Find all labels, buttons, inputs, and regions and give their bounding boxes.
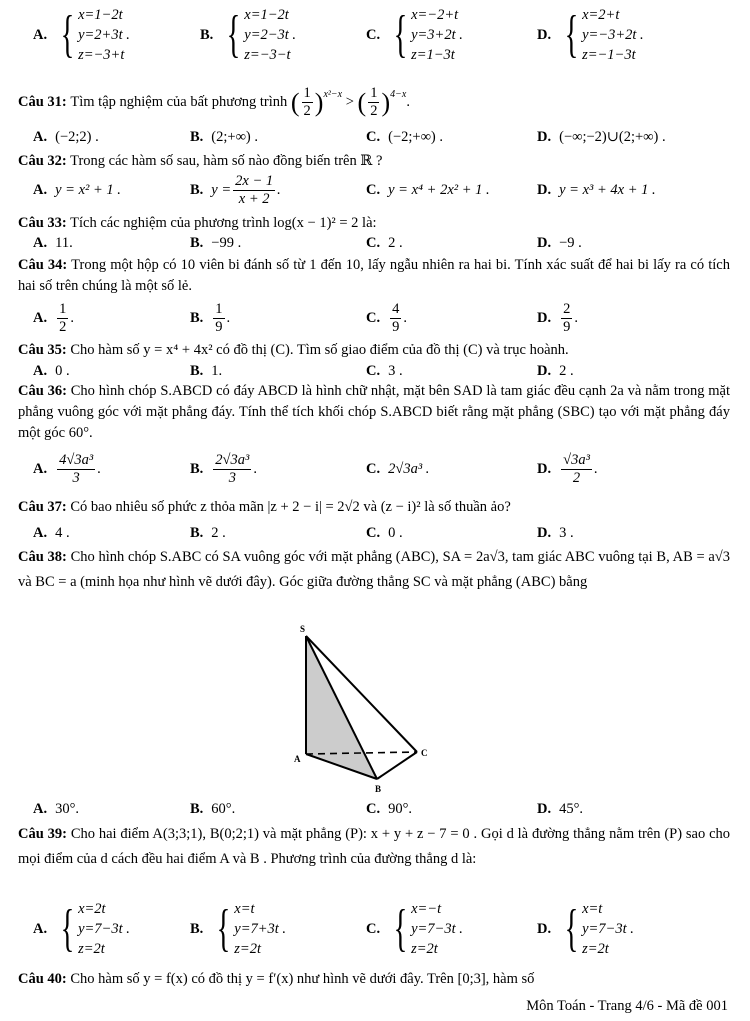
top-option-b: B. { x=1−2t y=2−3t . z=−3−t — [200, 6, 297, 63]
q31-option-c: C. (−2;+∞) . — [366, 128, 443, 145]
top-options-row — [0, 2, 750, 68]
q31-option-b: B. (2;+∞) . — [190, 128, 258, 145]
q34-options — [0, 298, 750, 338]
q38-option-a: A. 30°. — [33, 800, 80, 817]
q35-options — [0, 361, 750, 381]
label-s: S — [300, 624, 306, 634]
q38-option-b: B. 60°. — [190, 800, 236, 817]
question-40: Câu 40: Cho hàm số y = f(x) có đồ thị y = f′(x) như hình vẽ dưới đây. Trên [0;3], hàm số — [18, 971, 535, 987]
q39-option-d: D. { x=t y=7−3t . z=2t — [537, 900, 634, 957]
q34-option-c: C. $\frac{4}{9}$ . — [366, 300, 407, 335]
q37-option-b: B. 2 . — [190, 524, 226, 541]
question-32: Câu 32: Trong các hàm số sau, hàm số nào đồng biến trên ℝ ? — [18, 153, 383, 169]
label-a: A — [294, 754, 301, 764]
q36-option-b: B. $\frac{\text{2√3a³}}{3}$ . — [190, 451, 257, 486]
question-31: Câu 31: Tìm tập nghiệm của bất phương trình ( $\frac{1}{2}$ ) $^{x^2-x}$ > ( $\frac{1}{2}$ ) $^{4-x}$ . — [18, 84, 410, 119]
q34-option-d: D. $\frac{2}{9}$ . — [537, 300, 578, 335]
q37-option-c: C. 0 . — [366, 524, 403, 541]
q32-option-c: C. y = x⁴ + 2x² + 1 . — [366, 181, 490, 198]
question-34: Câu 34: Trong một hộp có 10 viên bi đánh số từ 1 đến 10, lấy ngẫu nhiên ra hai bi. Tính xác suất để hai bi lấy ra có tích hai số trên chúng là một số lẻ. — [18, 257, 730, 294]
q35-option-c: C. 3 . — [366, 362, 403, 379]
question-36: Câu 36: Cho hình chóp S.ABCD có đáy ABCD là hình chữ nhật, mặt bên SAD là tam giác đều cạnh 2a và nằm trong mặt phẳng vuông góc với mặt phẳng đáy. Tính thể tích khối chóp S.ABCD biết rằng mặt phẳng (SBC) tạo với mặt phẳng đáy một góc 60°. — [18, 383, 730, 441]
question-35: Câu 35: Cho hàm số y = x⁴ + 4x² có đồ thị (C). Tìm số giao điểm của đồ thị (C) và trục hoành. — [18, 342, 569, 358]
q37-option-d: D. 3 . — [537, 524, 574, 541]
pyramid-figure — [285, 622, 435, 797]
q35-option-a: A. 0 . — [33, 362, 70, 379]
q33-options — [0, 232, 750, 254]
q31-option-a: A. (−2;2) . — [33, 128, 99, 145]
q33-option-c: C. 2 . — [366, 234, 403, 251]
q31-options — [0, 122, 750, 152]
q31-option-d: D. (−∞;−2)∪(2;+∞) . — [537, 128, 666, 145]
q34-option-a: A. $\frac{1}{2}$ . — [33, 300, 74, 335]
q39-option-a: A. { x=2t y=7−3t . z=2t — [33, 900, 130, 957]
q35-option-d: D. 2 . — [537, 362, 574, 379]
q36-option-d: D. $\frac{\text{√3a³}}{2}$ . — [537, 451, 598, 486]
q36-option-a: A. $\frac{\text{4√3a³}}{3}$ . — [33, 451, 101, 486]
q32-option-b: B. y = $\frac{2x - 1}{x + 2}$ . — [190, 172, 281, 207]
q37-options — [0, 523, 750, 543]
q36-options — [0, 448, 750, 490]
question-38: Câu 38: Cho hình chóp S.ABC có SA vuông góc với mặt phẳng (ABC), SA = 2a√3, tam giác ABC vuông tại B, AB = a√3 và BC = a (minh họa như hình vẽ dưới đây). Góc giữa đường thẳng SC và mặt phẳng (ABC) bằng — [18, 549, 731, 590]
top-option-c: C. { x=−2+t y=3+2t . z=1−3t — [366, 6, 463, 63]
label-b: B — [375, 784, 382, 794]
q33-option-b: B. −99 . — [190, 234, 242, 251]
question-37: Câu 37: Có bao nhiêu số phức z thỏa mãn |z + 2 − i| = 2√2 và (z − i)² là số thuần ảo? — [18, 499, 511, 515]
question-33: Câu 33: Tích các nghiệm của phương trình log(x − 1)² = 2 là: — [18, 215, 377, 231]
q38-options — [0, 799, 750, 819]
q39-options — [0, 896, 750, 962]
q37-option-a: A. 4 . — [33, 524, 70, 541]
q32-option-a: A. y = x² + 1 . — [33, 181, 121, 198]
q34-option-b: B. $\frac{1}{9}$ . — [190, 300, 231, 335]
label-c: C — [421, 748, 428, 758]
q35-option-b: B. 1. — [190, 362, 223, 379]
q32-option-d: D. y = x³ + 4x + 1 . — [537, 181, 656, 198]
q38-option-c: C. 90°. — [366, 800, 413, 817]
top-option-d: D. { x=2+t y=−3+2t . z=−1−3t — [537, 6, 644, 63]
q39-option-b: B. { x=t y=7+3t . z=2t — [190, 900, 287, 957]
question-39: Câu 39: Cho hai điểm A(3;3;1), B(0;2;1) và mặt phẳng (P): x + y + z − 7 = 0 . Gọi d là đường thẳng nằm trên (P) sao cho mọi điểm của d cách đều hai điểm A và B . Phương trình của đường thẳng d là: — [18, 826, 731, 867]
q32-options — [0, 172, 750, 208]
q33-option-d: D. −9 . — [537, 234, 582, 251]
q39-option-c: C. { x=−t y=7−3t . z=2t — [366, 900, 463, 957]
q36-option-c: C. 2√3a³ . — [366, 460, 430, 477]
top-option-a: A. { x=1−2t y=2+3t . z=−3+t — [33, 6, 130, 63]
q38-option-d: D. 45°. — [537, 800, 584, 817]
q33-option-a: A. 11. — [33, 234, 73, 251]
page-footer: Môn Toán - Trang 4/6 - Mã đề 001 — [526, 998, 728, 1014]
